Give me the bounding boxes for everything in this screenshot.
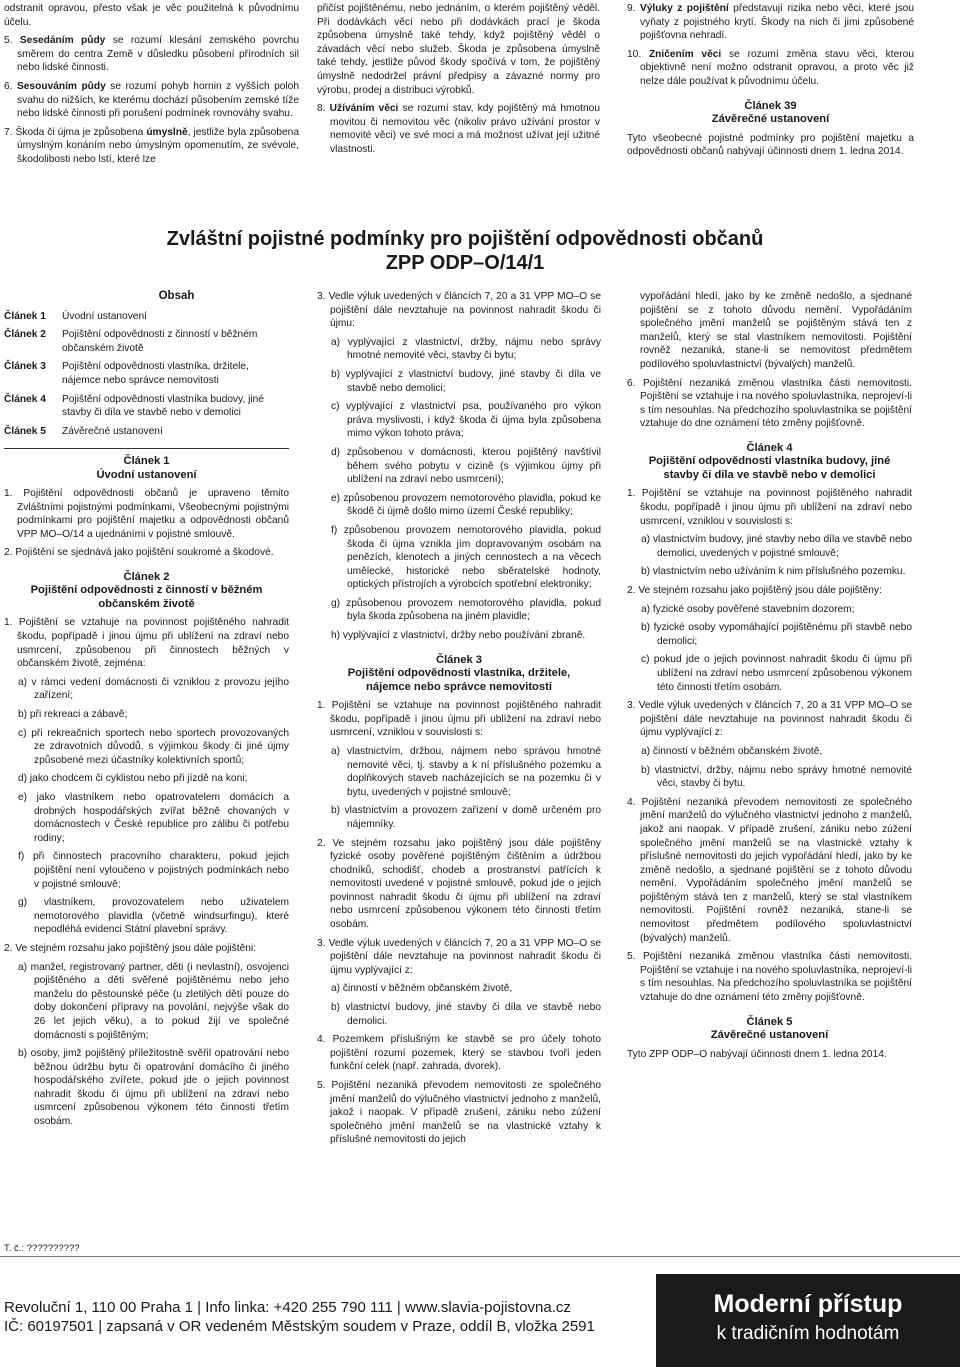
table-of-contents <box>4 290 289 455</box>
article-5-title: Závěrečné ustanovení <box>710 1029 829 1042</box>
article-4-list-2 <box>627 603 912 695</box>
list-item: b) osoby, jimž pojištěný příležitostně svěřil opatrování nebo běžnou údržbu bytu či opatrování domácího či jiného hospodářského zvířete, pokud jde o jejich povinnost nahradit škodu či újmu při ublížení na zdraví nebo usmrcení způsobenou výkonem této činnosti třetím osobám. <box>18 1048 289 1128</box>
top-column-3 <box>627 2 914 164</box>
toc-row <box>4 393 289 420</box>
definition-item: 10. Zničením věci se rozumí změna stavu věci, kterou objektivně není možno odstranit opravou, a proto věc již nelze dále používat k původnímu účelu. <box>627 48 914 87</box>
article-2-para-1: 1. Pojištění se vztahuje na povinnost pojištěného nahradit škodu, popřípadě i jinou újmu při ublížení na zdraví nebo usmrcení, způsobenou při činnostech běžných v občanském životě, zejména: <box>4 617 289 670</box>
article-2-title-2: občanském životě <box>98 597 195 610</box>
article-4-list-1 <box>627 533 912 579</box>
article-3-heading <box>317 654 601 695</box>
article-3-title-1: Pojištění odpovědnosti vlastníka, držitele, <box>347 667 571 680</box>
paragraph: přičíst pojištěnému, nebo jednáním, o kterém pojištěný věděl. Při dodávkách věcí nebo při dodávkách prací je škoda způsobena úmyslně také tehdy, když pojištěný věděl o závadách věcí nebo služeb. Škoda je způsobena úmyslně také tehdy, jestliže původ škody spočívá v tom, že pojištěný úmyslně nedodržel právní předpisy a závazné normy pro výrobu, prodej a distribuci výrobků. <box>317 3 600 96</box>
article-39-title: Závěrečné ustanovení <box>711 113 830 126</box>
article-2-para-3: 3. Vedle výluk uvedených v článcích 7, 20 a 31 VPP MO–O se pojištění dále nevztahuje na povinnost nahradit škodu či újmu: <box>317 291 601 330</box>
article-1-para-2: 2. Pojištění se sjednává jako pojištění soukromé a škodové. <box>4 547 274 559</box>
article-3-list-3 <box>317 982 601 1028</box>
definition-item: 9. Výluky z pojištění představují rizika nebo věci, které jsou vyňaty z pojistného krytí. Škody na nich či jimi způsobené pojišťovna nehradí. <box>627 3 914 42</box>
article-4-para-3: 3. Vedle výluk uvedených v článcích 7, 20 a 31 VPP MO–O se pojištění dále nevztahuje na povinnost nahradit škodu či újmu vyplývající z: <box>627 700 912 739</box>
list-item: b) při rekreaci a zábavě; <box>18 709 128 721</box>
article-3-title-2: nájemce nebo správce nemovitosti <box>366 680 552 693</box>
list-item: b) vlastnictví budovy, jiné stavby či díla ve stavbě nebo demolici. <box>331 1002 601 1027</box>
toc-article-title: Úvodní ustanovení <box>62 310 147 322</box>
slogan-banner <box>656 1274 960 1367</box>
column-3 <box>627 290 912 1066</box>
document-title-code: ZPP ODP–O/14/1 <box>385 252 545 274</box>
list-item: a) manžel, registrovaný partner, děti (i nevlastní), osvojenci pojištěného a děti svěřené pojištěnému nebo jeho manželu do pěstounské péče (u zletilých dětí pouze do doby dokončení přípravy na povolání, nejvýše však do 26 let jejich věku), a to pokud žijí ve společné domácnosti s pojištěným; <box>18 961 289 1041</box>
top-column-2 <box>317 2 600 162</box>
toc-article-number: Článek 4 <box>4 393 46 405</box>
article-5-heading <box>627 1016 912 1043</box>
list-item: a) vlastnictvím, držbou, nájmem nebo správou hmotné nemovité věci, tj. stavby a k ní příslušného pozemku a doplňkových staveb nacházejících se na pozemku či v bytu, uvedených v pojistné smlouvě; <box>331 745 601 798</box>
article-4-number: Článek 4 <box>746 441 793 454</box>
list-item: f) způsobenou provozem nemotorového plavidla, pokud škoda či újma vznikla jím dopravovaným osobám na penězích, klenotech a jiných cennostech a na věcech umělecké, historické nebo sběratelské hodnoty, optických přístrojích a výrobcích spotřební elektroniky; <box>331 524 601 591</box>
top-column-1 <box>4 2 299 172</box>
list-item: a) činností v běžném občanském životě, <box>331 983 513 995</box>
article-39-heading <box>627 100 914 127</box>
article-3-para-5-cont: vypořádání hledí, jako by ke změně nedošlo, a sjednané pojištění se z tohoto důvodu nemění. Vypořádáním společného jmění manželů se pojištěným stává ten z manželů, který se stal vlastníkem nemovitosti. Pojištění rovněž nezaniká, stane-li se nemovitost předmětem podílového spoluvlastnictví (bývalých) manželů. <box>640 291 912 370</box>
column-1 <box>4 455 289 1134</box>
list-item: d) jako chodcem či cyklistou nebo při jízdě na koni; <box>18 773 248 785</box>
article-3-para-3: 3. Vedle výluk uvedených v článcích 7, 20 a 31 VPP MO–O se pojištění dále nevztahuje na povinnost nahradit škodu či újmu vyplývající z: <box>317 937 601 976</box>
toc-row <box>4 360 289 387</box>
toc-article-number: Článek 5 <box>4 425 46 437</box>
footer-address-line: Revoluční 1, 110 00 Praha 1 | Info linka: +420 255 790 111 | www.slavia-pojistovna.cz <box>4 1299 571 1316</box>
article-4-list-3 <box>627 745 912 791</box>
article-3-para-1: 1. Pojištění se vztahuje na povinnost pojištěného nahradit škodu, popřípadě i jinou újmu při ublížení na zdraví nebo usmrcení, vzniklou v souvislosti s: <box>317 700 601 739</box>
article-2-title-1: Pojištění odpovědnosti z činností v běžném <box>30 584 263 597</box>
toc-divider <box>4 448 289 449</box>
article-2-list-1 <box>4 676 289 937</box>
article-2-heading <box>4 571 289 612</box>
article-3-list-1 <box>317 745 601 832</box>
article-1-title: Úvodní ustanovení <box>96 468 197 481</box>
article-1-heading <box>4 455 289 482</box>
document-title-line-1: Zvláštní pojistné podmínky pro pojištění odpovědnosti občanů <box>166 228 764 250</box>
list-item: c) pokud jde o jejich povinnost nahradit škodu či újmu při ublížení na zdraví nebo usmrcení způsobenou výkonem této činnosti třetím osobám. <box>641 654 912 693</box>
toc-article-number: Článek 1 <box>4 310 46 322</box>
top-column-3-items <box>627 2 914 89</box>
article-2-para-2: 2. Ve stejném rozsahu jako pojištěný jsou dále pojištěni: <box>4 942 257 954</box>
list-item: a) v rámci vedení domácnosti či vzniklou z provozu jejího zařízení; <box>18 676 289 702</box>
toc-article-title: Pojištění odpovědnosti z činností v běžném občanském životě <box>62 329 258 354</box>
list-item: e) způsobenou provozem nemotorového plavidla, pokud ke škodě či újmě došlo mimo území České republiky; <box>331 492 601 518</box>
footer-contacts <box>4 1298 644 1336</box>
article-2-number: Článek 2 <box>123 570 170 583</box>
toc-article-title: Pojištění odpovědnosti vlastníka budovy, jiné stavby či díla ve stavbě nebo v demolici <box>62 393 264 419</box>
toc-article-number: Článek 3 <box>4 361 46 373</box>
article-4-para-1: 1. Pojištění se vztahuje na povinnost pojištěného nahradit škodu, popřípadě i jinou újmu při ublížení na zdraví nebo usmrcení, vzniklou v souvislosti s: <box>627 488 912 527</box>
list-item: e) jako vlastníkem nebo opatrovatelem domácích a drobných hospodářských zvířat běžně chovaných v domácnostech v České republice pro zálibu či potřebu rodiny; <box>18 792 289 844</box>
toc-article-title: Pojištění odpovědnosti vlastníka, držitele, nájemce nebo správce nemovitosti <box>62 361 249 386</box>
article-2-list-3 <box>317 336 601 643</box>
list-item: b) vlastnictvím nebo užíváním k nim příslušného pozemku. <box>641 566 906 578</box>
article-1-number: Článek 1 <box>123 455 170 467</box>
article-5-text: Tyto ZPP ODP–O nabývají účinnosti dnem 1. ledna 2014. <box>627 1048 887 1060</box>
article-3-para-4: 4. Pozemkem příslušným ke stavbě se pro účely tohoto pojištění rozumí pozemek, který se stavbou tvoří jeden funkční celek (např. zahrada, dvorek). <box>317 1034 601 1073</box>
article-4-title-2: stavby či díla ve stavbě nebo v demolici <box>663 468 876 481</box>
column-2 <box>317 290 601 1152</box>
list-item: b) fyzické osoby vypomáhající pojištěnému při stavbě nebo demolici; <box>641 622 912 647</box>
slogan-line-2: k tradičním hodnotám <box>716 1323 900 1344</box>
article-1-para-1: 1. Pojištění odpovědnosti občanů je upraveno těmito Zvláštními pojistnými podmínkami, Všeobecnými pojistnými podmínkami pro pojištění majetku a odpovědnosti občanů VPP MO–O/14 a ujednáními v pojistné smlouvě. <box>4 488 289 540</box>
article-3-number: Článek 3 <box>435 653 483 666</box>
toc-article-number: Článek 2 <box>4 329 46 341</box>
definition-item: 7. Škoda či újma je způsobena úmyslně, jestliže byla způsobena úmyslným konáním nebo úmyslným opomenutím, ze svévole, škodolibosti nebo lstí, které lze <box>4 126 300 165</box>
slogan-line-1: Moderní přístup <box>713 1290 903 1318</box>
toc-rows <box>4 310 289 439</box>
list-item: a) vyplývající z vlastnictví, držby, nájmu nebo správy hmotné nemovité věci, stavby či bytu; <box>331 336 601 362</box>
list-item: b) vyplývající z vlastnictví budovy, jiné stavby či díla ve stavbě nebo demolici; <box>331 368 601 394</box>
article-4-heading <box>627 442 912 483</box>
list-item: g) způsobenou provozem nemotorového plavidla, pokud byla škoda způsobena na jiném plavidle; <box>331 597 601 623</box>
article-3-para-2: 2. Ve stejném rozsahu jako pojištěný jsou dále pojištěny fyzické osoby pověřené pojištěným čištěním a údržbou chodníků, schodišť, chodeb a prostranství patřících k nemovitosti uvedené v pojistné smlouvě, pokud jde o jejich povinnost nahradit škodu či újmu při ublížení na zdraví nebo usmrcení způsobenou výkonem této činnosti třetím osobám. <box>317 837 601 931</box>
form-number: T. č.: ?????????? <box>4 1243 80 1254</box>
list-item: a) fyzické osoby pověřené stavebním dozorem; <box>641 603 855 615</box>
toc-row <box>4 328 289 355</box>
article-3-para-5: 5. Pojištění nezaniká převodem nemovitosti ze společného jmění manželů do výlučného vlastnictví jednoho z manželů, jakož i naopak. V případě zrušení, zániku nebo zúžení společného jmění manželů se na vlastnické vztahy k příslušné nemovitosti do jejich <box>317 1080 601 1146</box>
definition-item: 6. Sesouváním půdy se rozumí pohyb hornin z vyšších poloh svahu do nižších, ke kterému dochází působením zemské tíže nebo lidské činnosti při porušení podmínek rovnováhy svahu. <box>4 80 300 120</box>
footer-registration-line: IČ: 60197501 | zapsaná v OR vedeném Městským soudem v Praze, oddíl B, vložka 2591 <box>4 1318 595 1335</box>
definition-item: 5. Sesedáním půdy se rozumí klesání zemského povrchu směrem do centra Země v důsledku působení přírodních sil nebo lidské činnosti. <box>4 35 300 74</box>
article-39-text: Tyto všeobecné pojistné podmínky pro pojištění majetku a odpovědnosti občanů nabývají účinnosti dnem 1. ledna 2014. <box>627 132 914 158</box>
toc-heading: Obsah <box>158 290 195 302</box>
document-title <box>0 227 930 275</box>
toc-row <box>4 425 289 439</box>
article-4-para-4: 4. Pojištění nezaniká převodem nemovitosti ze společného jmění manželů do výlučného vlastnictví jednoho z manželů, jakož ani naopak. V případě zrušení, zániku nebo zúžení společného jmění manželů se na vlastnické vztahy k příslušné nemovitosti do jejich vypořádání hledí, jako by ke změně nedošlo, a sjednané pojištění se z tohoto důvodu nemění. Vypořádáním společného jmění manželů se pojištěným stává ten z manželů, který se stal vlastníkem nemovitosti. Pojištění rovněž nezaniká, stane-li se nemovitost předmětem podílového spoluvlastnictví (bývalých) manželů. <box>627 796 912 944</box>
toc-article-title: Závěrečné ustanovení <box>62 425 163 437</box>
article-39-number: Článek 39 <box>744 99 797 112</box>
list-item: h) vyplývající z vlastnictví, držby nebo používání zbraně. <box>331 630 586 642</box>
article-4-title-1: Pojištění odpovědnosti vlastníka budovy, jiné <box>648 455 891 468</box>
list-item: b) vlastnictvím a provozem zařízení v domě určeném pro nájemníky. <box>331 805 601 830</box>
article-4-para-5: 5. Pojištění nezaniká změnou vlastníka části nemovitosti. Pojištění se vztahuje i na nového spoluvlastníka, neprojeví-li s tím nesouhlas. Na předchozího spoluvlastníka se pojištění vztahuje do dne oznámení této změny pojišťovně. <box>627 951 912 1004</box>
list-item: a) vlastnictvím budovy, jiné stavby nebo díla ve stavbě nebo demolici, uvedených v pojistné smlouvě; <box>641 534 912 559</box>
list-item: a) činností v běžném občanském životě, <box>641 745 823 757</box>
article-4-para-2: 2. Ve stejném rozsahu jako pojištěný jsou dále pojištěny: <box>627 585 882 596</box>
paragraph: odstranit opravou, přesto však je věc použitelná k původnímu účelu. <box>4 3 299 28</box>
definition-item: 8. Užíváním věci se rozumí stav, kdy pojištěný má hmotnou movitou či nemovitou věc (nikoliv právo užívání prostor v nemovité věci) ve své moci a má možnost užívat její užitné vlastnosti. <box>317 103 600 155</box>
list-item: d) způsobenou v domácnosti, kterou pojištěný navštívil během svého pobytu v cizině (s výjimkou újmy při ublížení na zdraví nebo usmrcení); <box>331 446 601 486</box>
list-item: f) při činnostech pracovního charakteru, pokud jejich pojištění není vyloučeno v pojistných podmínkách nebo v pojistné smlouvě; <box>18 851 289 890</box>
toc-row <box>4 310 289 324</box>
article-2-list-2 <box>4 961 289 1129</box>
article-3-para-6: 6. Pojištění nezaniká změnou vlastníka části nemovitosti. Pojištění se vztahuje i na nového spoluvlastníka, neprojeví-li s tím nesouhlas. Na předchozího spoluvlastníka se pojištění vztahuje do dne oznámení této změny pojišťovně. <box>627 377 912 430</box>
article-5-number: Článek 5 <box>746 1015 793 1028</box>
footer-divider <box>0 1256 960 1257</box>
list-item: g) vlastníkem, provozovatelem nebo uživatelem nemotorového plavidla (včetně windsurfingu), které nepodléhá evidenci Státní plavební správy. <box>18 897 289 936</box>
list-item: b) vlastnictví, držby, nájmu nebo správy hmotné nemovité věci, stavby či bytu. <box>641 764 912 790</box>
list-item: c) vyplývající z vlastnictví psa, používaného pro výkon práva myslivosti, i když škoda či újma byla způsobena mimo výkon tohoto práva; <box>331 401 601 440</box>
list-item: c) při rekreačních sportech nebo sportech provozovaných ze zdravotních důvodů, s výjimkou škody či jiné újmy způsobené mezi účastníky kolektivních sportů; <box>18 727 289 766</box>
